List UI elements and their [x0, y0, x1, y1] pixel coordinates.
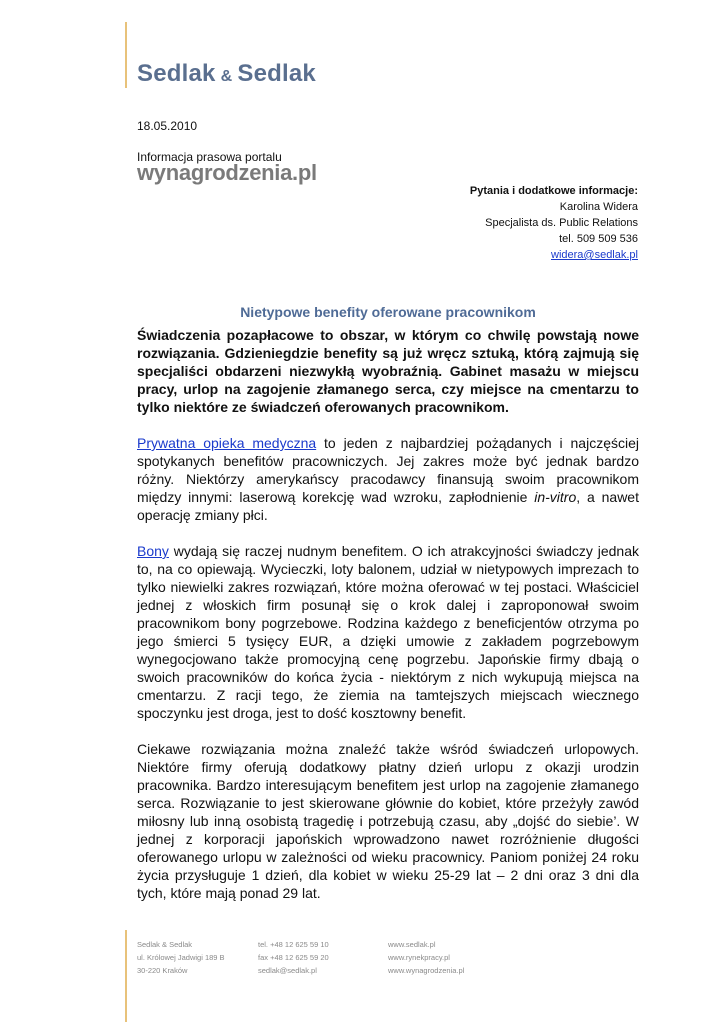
contact-block: [470, 183, 638, 263]
footer-address: Sedlak & Sedlak ul. Królowej Jadwigi 189 B 30-220 Kraków: [137, 940, 225, 975]
contact-email-link[interactable]: widera@sedlak.pl: [551, 249, 638, 261]
vouchers-link[interactable]: Bony: [137, 543, 169, 559]
footer-accent-line: [125, 930, 127, 1022]
footer-websites: [388, 938, 464, 977]
footer-site-rynekpracy[interactable]: www.rynekpracy.pl: [388, 953, 450, 962]
logo-left: Sedlak: [137, 60, 216, 87]
header-accent-line: [125, 22, 127, 88]
footer-phones: tel. +48 12 625 59 10 fax +48 12 625 59 20 sedlak@sedlak.pl: [258, 940, 329, 975]
contact-name: Karolina Widera: [559, 201, 638, 213]
article-body: [137, 326, 639, 920]
footer-site-wynagrodzenia[interactable]: www.wynagrodzenia.pl: [388, 966, 465, 975]
contact-heading: Pytania i dodatkowe informacje:: [469, 185, 638, 197]
footer-site-sedlak[interactable]: www.sedlak.pl: [388, 940, 436, 949]
logo-right: Sedlak: [237, 60, 316, 87]
logo-amp: &: [220, 68, 233, 85]
contact-role: Specjalista ds. Public Relations: [485, 217, 638, 229]
lead-paragraph: Świadczenia pozapłacowe to obszar, w którym co chwilę powstają nowe rozwiązania. Gdzieniegdzie benefity są już wręcz sztuką, którą zajmują się specjaliści obdarzeni niezwykłą wyobraźnią. Gabinet masażu w miejscu pracy, urlop na zagojenie złamanego serca, czy miejsce na cmentarzu to tylko niektóre ze świadczeń oferowanych pracownikom.: [137, 327, 639, 415]
portal-logo: wynagrodzenia.pl: [137, 160, 317, 185]
paragraph-leave: Ciekawe rozwiązania można znaleźć także wśród świadczeń urlopowych. Niektóre firmy oferują dodatkowy płatny dzień urlopu z okazji urodzin pracownika. Bardzo interesującym benefitem jest urlop na zagojenie złamanego serca. Rozwiązanie to jest skierowane głównie do kobiet, które przeżyły zawód miłosny lub inną osobistą tragedię i potrzebują czasu, aby „dojść do siebie’. W jednej z korporacji japońskich wprowadzono nawet rozróżnienie długości oferowanego urlopu w zależności od wieku pracownicy. Paniom poniżej 24 roku życia przysługuje 1 dzień, dla kobiet w wieku 25-29 lat – 2 dni oraz 3 dni dla tych, które mają ponad 29 lat.: [137, 741, 639, 901]
company-logo: [137, 60, 316, 88]
in-vitro-italic: in-vitro: [534, 489, 577, 505]
article-title: Nietypowe benefity oferowane pracownikom: [240, 304, 536, 320]
paragraph-medical: Prywatna opieka medyczna to jeden z najbardziej pożądanych i najczęściej spotykanych benefitów pracowniczych. Jej zakres może być jednak bardzo różny. Niektórzy amerykańscy pracodawcy finansują swoim pracownikom między innymi: laserową korekcję wad wzroku, zapłodnienie in-vitro, a nawet operację zmiany płci.: [137, 435, 639, 523]
paragraph-vouchers: Bony wydają się raczej nudnym benefitem. O ich atrakcyjności świadczy jednak to, na co opiewają. Wycieczki, loty balonem, udział w nietypowych imprezach to tylko niewielki zakres rozwiązań, które można oferować w tej postaci. Właściciel jednej z włoskich firm posunął się o krok dalej i zaproponował swoim pracownikom bony pogrzebowe. Rodzina każdego z beneficjentów otrzyma po jego śmierci 5 tysięcy EUR, a dzięki umowie z zakładem pogrzebowym wynegocjowano także promocyjną cenę pogrzebu. Japońskie firmy dbają o swoich pracowników do końca życia - niektórym z nich wykupują miejsca na cmentarzu. Z racji tego, że ziemia na tamtejszych miejscach wiecznego spoczynku jest droga, jest to dość kosztowny benefit.: [137, 543, 639, 721]
footer-email[interactable]: sedlak@sedlak.pl: [258, 966, 317, 975]
medical-care-link[interactable]: Prywatna opieka medyczna: [137, 435, 317, 451]
press-date: 18.05.2010: [137, 119, 198, 133]
info-label: Informacja prasowa portalu: [137, 150, 282, 164]
contact-phone: tel. 509 509 536: [559, 233, 638, 245]
